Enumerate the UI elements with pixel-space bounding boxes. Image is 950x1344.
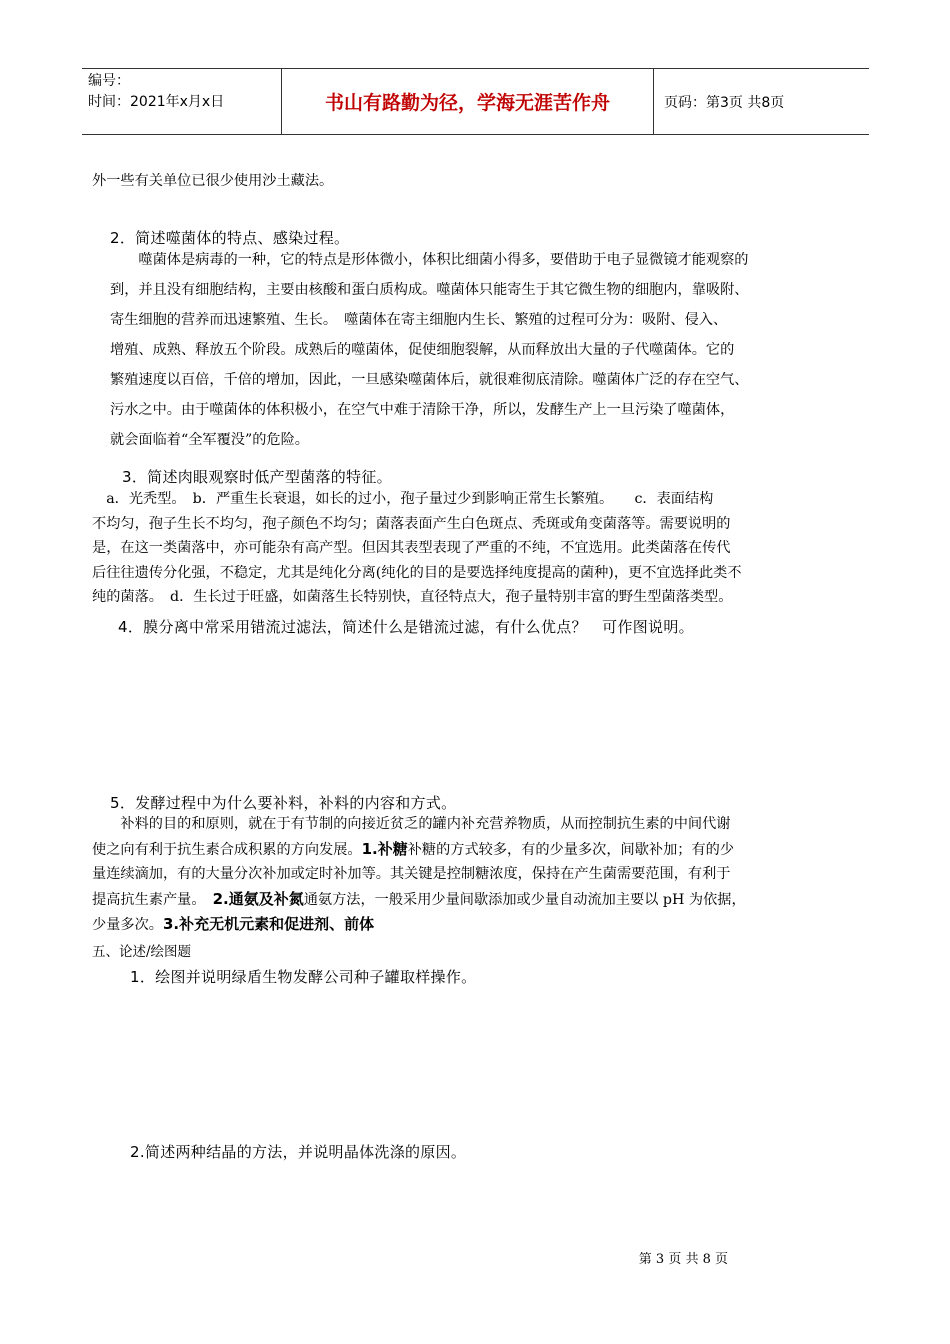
q5-bold-3: 3.补充无机元素和促进剂、前体 (162, 915, 375, 933)
q5-line: 量连续滴加，有的大量分次补加或定时补加等。其关键是控制糖浓度，保持在产生菌需要范围，有利于 (92, 866, 731, 882)
q5-line: 少量多次。3.补充无机元素和促进剂、前体 (92, 915, 375, 933)
q3-line: 是，在这一类菌落中，亦可能杂有高产型。但因其表型表现了严重的不纯，不宜选用。此类菌落在传代 (92, 540, 731, 556)
question-5-title: 5．发酵过程中为什么要补料，补料的内容和方式。 (110, 794, 457, 812)
q3-line: 纯的菌落。 d．生长过于旺盛，如菌落生长特别快，直径特点大，孢子量特别丰富的野生型菌落类型。 (92, 589, 733, 605)
q2-line: 噬菌体是病毒的一种，它的特点是形体微小，体积比细菌小得多，要借助于电子显微镜才能观察的 (110, 252, 749, 268)
question-3-title: 3．简述肉眼观察时低产型菌落的特征。 (122, 468, 392, 486)
page-header (82, 68, 869, 135)
q3-line: a．光秃型。 b．严重生长衰退，如长的过小，孢子量过少到影响正常生长繁殖。 c．表面结构 (92, 491, 714, 507)
question-2-answer (110, 245, 870, 455)
section-5-question-1: 1．绘图并说明绿盾生物发酵公司种子罐取样操作。 (130, 968, 477, 986)
q2-line: 增殖、成熟、释放五个阶段。成熟后的噬菌体，促使细胞裂解，从而释放出大量的子代噬菌体。它的 (110, 342, 735, 358)
q2-line: 就会面临着“全军覆没”的危险。 (110, 432, 309, 448)
q5-line: 补料的目的和原则，就在于有节制的向接近贫乏的罐内补充营养物质，从而控制抗生素的中间代谢 (92, 816, 731, 832)
q2-line: 寄生细胞的营养而迅速繁殖、生长。 噬菌体在寄主细胞内生长、繁殖的过程可分为：吸附、侵入、 (110, 312, 728, 328)
q2-line: 污水之中。由于噬菌体的体积极小，在空气中难于清除干净，所以，发酵生产上一旦污染了噬菌体， (110, 402, 735, 418)
date-label: 时间：2021年x月x日 (88, 94, 225, 110)
question-5-answer (92, 812, 870, 938)
header-page-label: 页码：第3页 共8页 (664, 94, 785, 111)
question-4-title: 4．膜分离中常采用错流过滤法，简述什么是错流过滤，有什么优点？ 可作图说明。 (118, 618, 694, 636)
q5-bold-1: 1.补糖 (361, 839, 408, 858)
page-footer: 第 3 页 共 8 页 (638, 1252, 728, 1267)
q5-line: 使之向有利于抗生素合成积累的方向发展。1.补糖补糖的方式较多，有的少量多次，间歇补加；有的少 (92, 839, 735, 858)
q2-line: 繁殖速度以百倍，千倍的增加，因此，一旦感染噬菌体后，就很难彻底清除。噬菌体广泛的存在空气、 (110, 372, 749, 388)
q3-line: 不均匀，孢子生长不均匀，孢子颜色不均匀；菌落表面产生白色斑点、秃斑或角变菌落等。需要说明的 (92, 515, 731, 532)
header-motto: 书山有路勤为径，学海无涯苦作舟 (282, 69, 654, 134)
q5-line: 提高抗生素产量。 2.通氨及补氮通氨方法，一般采用少量间歇添加或少量自动流加主要以 pH 为依据， (92, 889, 746, 908)
serial-label: 编号： (88, 73, 130, 89)
header-info-cell (82, 69, 282, 134)
section-5-question-2: 2.简述两种结晶的方法，并说明晶体洗涤的原因。 (130, 1143, 467, 1161)
continued-line: 外一些有关单位已很少使用沙土藏法。 (92, 173, 334, 189)
question-3-answer (92, 487, 870, 610)
question-2-title: 2．简述噬菌体的特点、感染过程。 (110, 229, 350, 247)
q5-bold-2: 2.通氨及补氮 (212, 889, 304, 908)
q3-line: 后往往遗传分化强，不稳定，尤其是纯化分离(纯化的目的是要选择纯度提高的菌种)，更不宜选择此类不 (92, 564, 742, 581)
q2-line: 到，并且没有细胞结构，主要由核酸和蛋白质构成。噬菌体只能寄生于其它微生物的细胞内，靠吸附、 (110, 282, 749, 298)
section-5-title: 五、论述/绘图题 (92, 944, 192, 960)
